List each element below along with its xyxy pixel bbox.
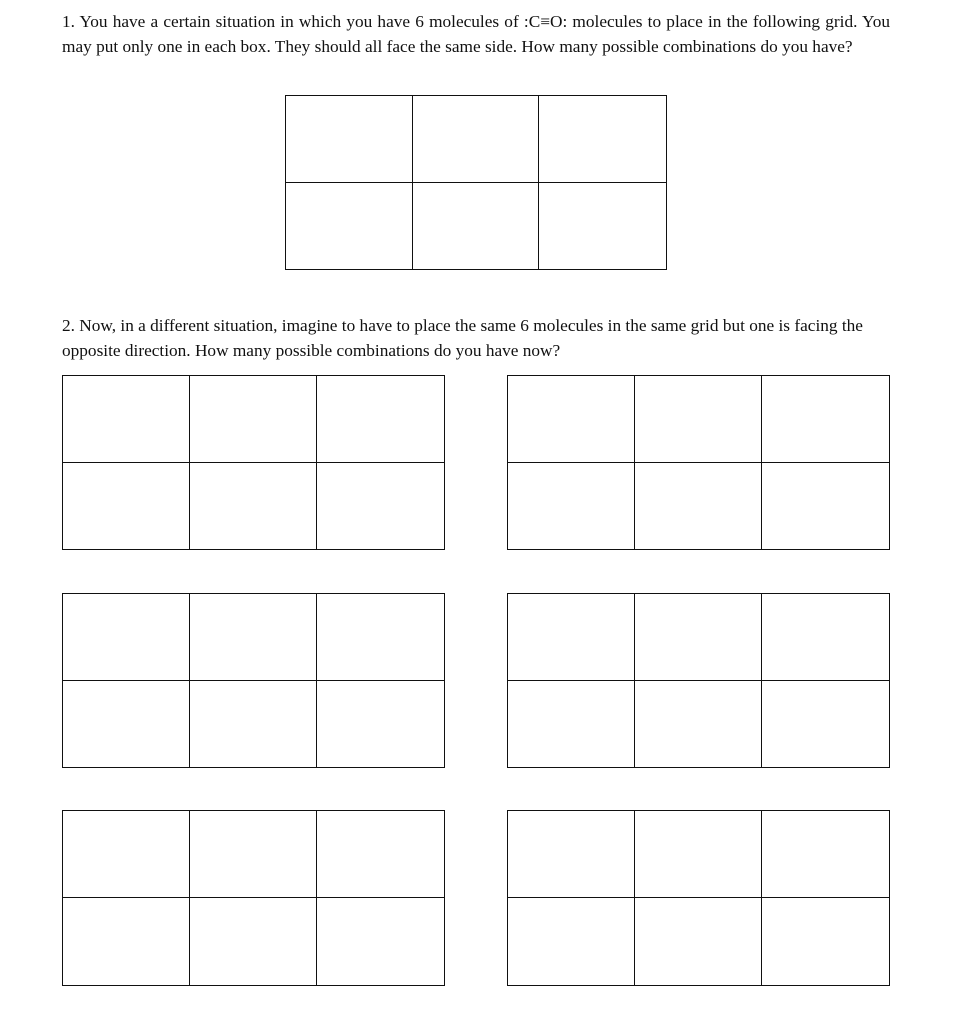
grid-box[interactable] bbox=[63, 463, 190, 550]
grid-box[interactable] bbox=[63, 681, 190, 768]
grid-box[interactable] bbox=[508, 811, 635, 898]
grid-box[interactable] bbox=[539, 183, 666, 270]
grid-box[interactable] bbox=[190, 594, 317, 681]
grid-box[interactable] bbox=[762, 898, 889, 985]
answer-grid-q2-5 bbox=[62, 810, 445, 986]
grid-box[interactable] bbox=[508, 898, 635, 985]
grid-box[interactable] bbox=[762, 594, 889, 681]
question-1-text: 1. You have a certain situation in which you have 6 molecules of :C≡O: molecules to place in the following grid. You may put only one in each box. They should all face the same side. How many possible combinations do you have? bbox=[62, 12, 890, 56]
grid-box[interactable] bbox=[635, 594, 762, 681]
grid-box[interactable] bbox=[635, 376, 762, 463]
grid-box[interactable] bbox=[190, 376, 317, 463]
grid-box[interactable] bbox=[63, 898, 190, 985]
grid-box[interactable] bbox=[413, 96, 540, 183]
grid-box[interactable] bbox=[190, 463, 317, 550]
grid-box[interactable] bbox=[635, 463, 762, 550]
grid-box[interactable] bbox=[190, 681, 317, 768]
grid-box[interactable] bbox=[317, 898, 444, 985]
answer-grid-q1 bbox=[285, 95, 667, 270]
grid-box[interactable] bbox=[635, 681, 762, 768]
answer-grid-q2-4 bbox=[507, 593, 890, 768]
grid-box[interactable] bbox=[286, 183, 413, 270]
grid-box[interactable] bbox=[63, 594, 190, 681]
grid-box[interactable] bbox=[317, 811, 444, 898]
answer-grid-q2-1 bbox=[62, 375, 445, 550]
grid-box[interactable] bbox=[317, 594, 444, 681]
grid-box[interactable] bbox=[635, 811, 762, 898]
grid-box[interactable] bbox=[508, 594, 635, 681]
grid-box[interactable] bbox=[317, 376, 444, 463]
grid-box[interactable] bbox=[286, 96, 413, 183]
grid-box[interactable] bbox=[413, 183, 540, 270]
answer-grid-q2-3 bbox=[62, 593, 445, 768]
answer-grid-q2-2 bbox=[507, 375, 890, 550]
grid-box[interactable] bbox=[762, 463, 889, 550]
grid-box[interactable] bbox=[63, 376, 190, 463]
answer-grid-q2-6 bbox=[507, 810, 890, 986]
grid-box[interactable] bbox=[762, 376, 889, 463]
question-2-text: 2. Now, in a different situation, imagine to have to place the same 6 molecules in the same grid but one is facing the opposite direction. How many possible combinations do you have now? bbox=[62, 316, 863, 360]
grid-box[interactable] bbox=[635, 898, 762, 985]
grid-box[interactable] bbox=[190, 898, 317, 985]
grid-box[interactable] bbox=[539, 96, 666, 183]
grid-box[interactable] bbox=[508, 376, 635, 463]
grid-box[interactable] bbox=[317, 463, 444, 550]
grid-box[interactable] bbox=[508, 681, 635, 768]
grid-box[interactable] bbox=[508, 463, 635, 550]
grid-box[interactable] bbox=[190, 811, 317, 898]
grid-box[interactable] bbox=[762, 681, 889, 768]
grid-box[interactable] bbox=[63, 811, 190, 898]
grid-box[interactable] bbox=[317, 681, 444, 768]
grid-box[interactable] bbox=[762, 811, 889, 898]
